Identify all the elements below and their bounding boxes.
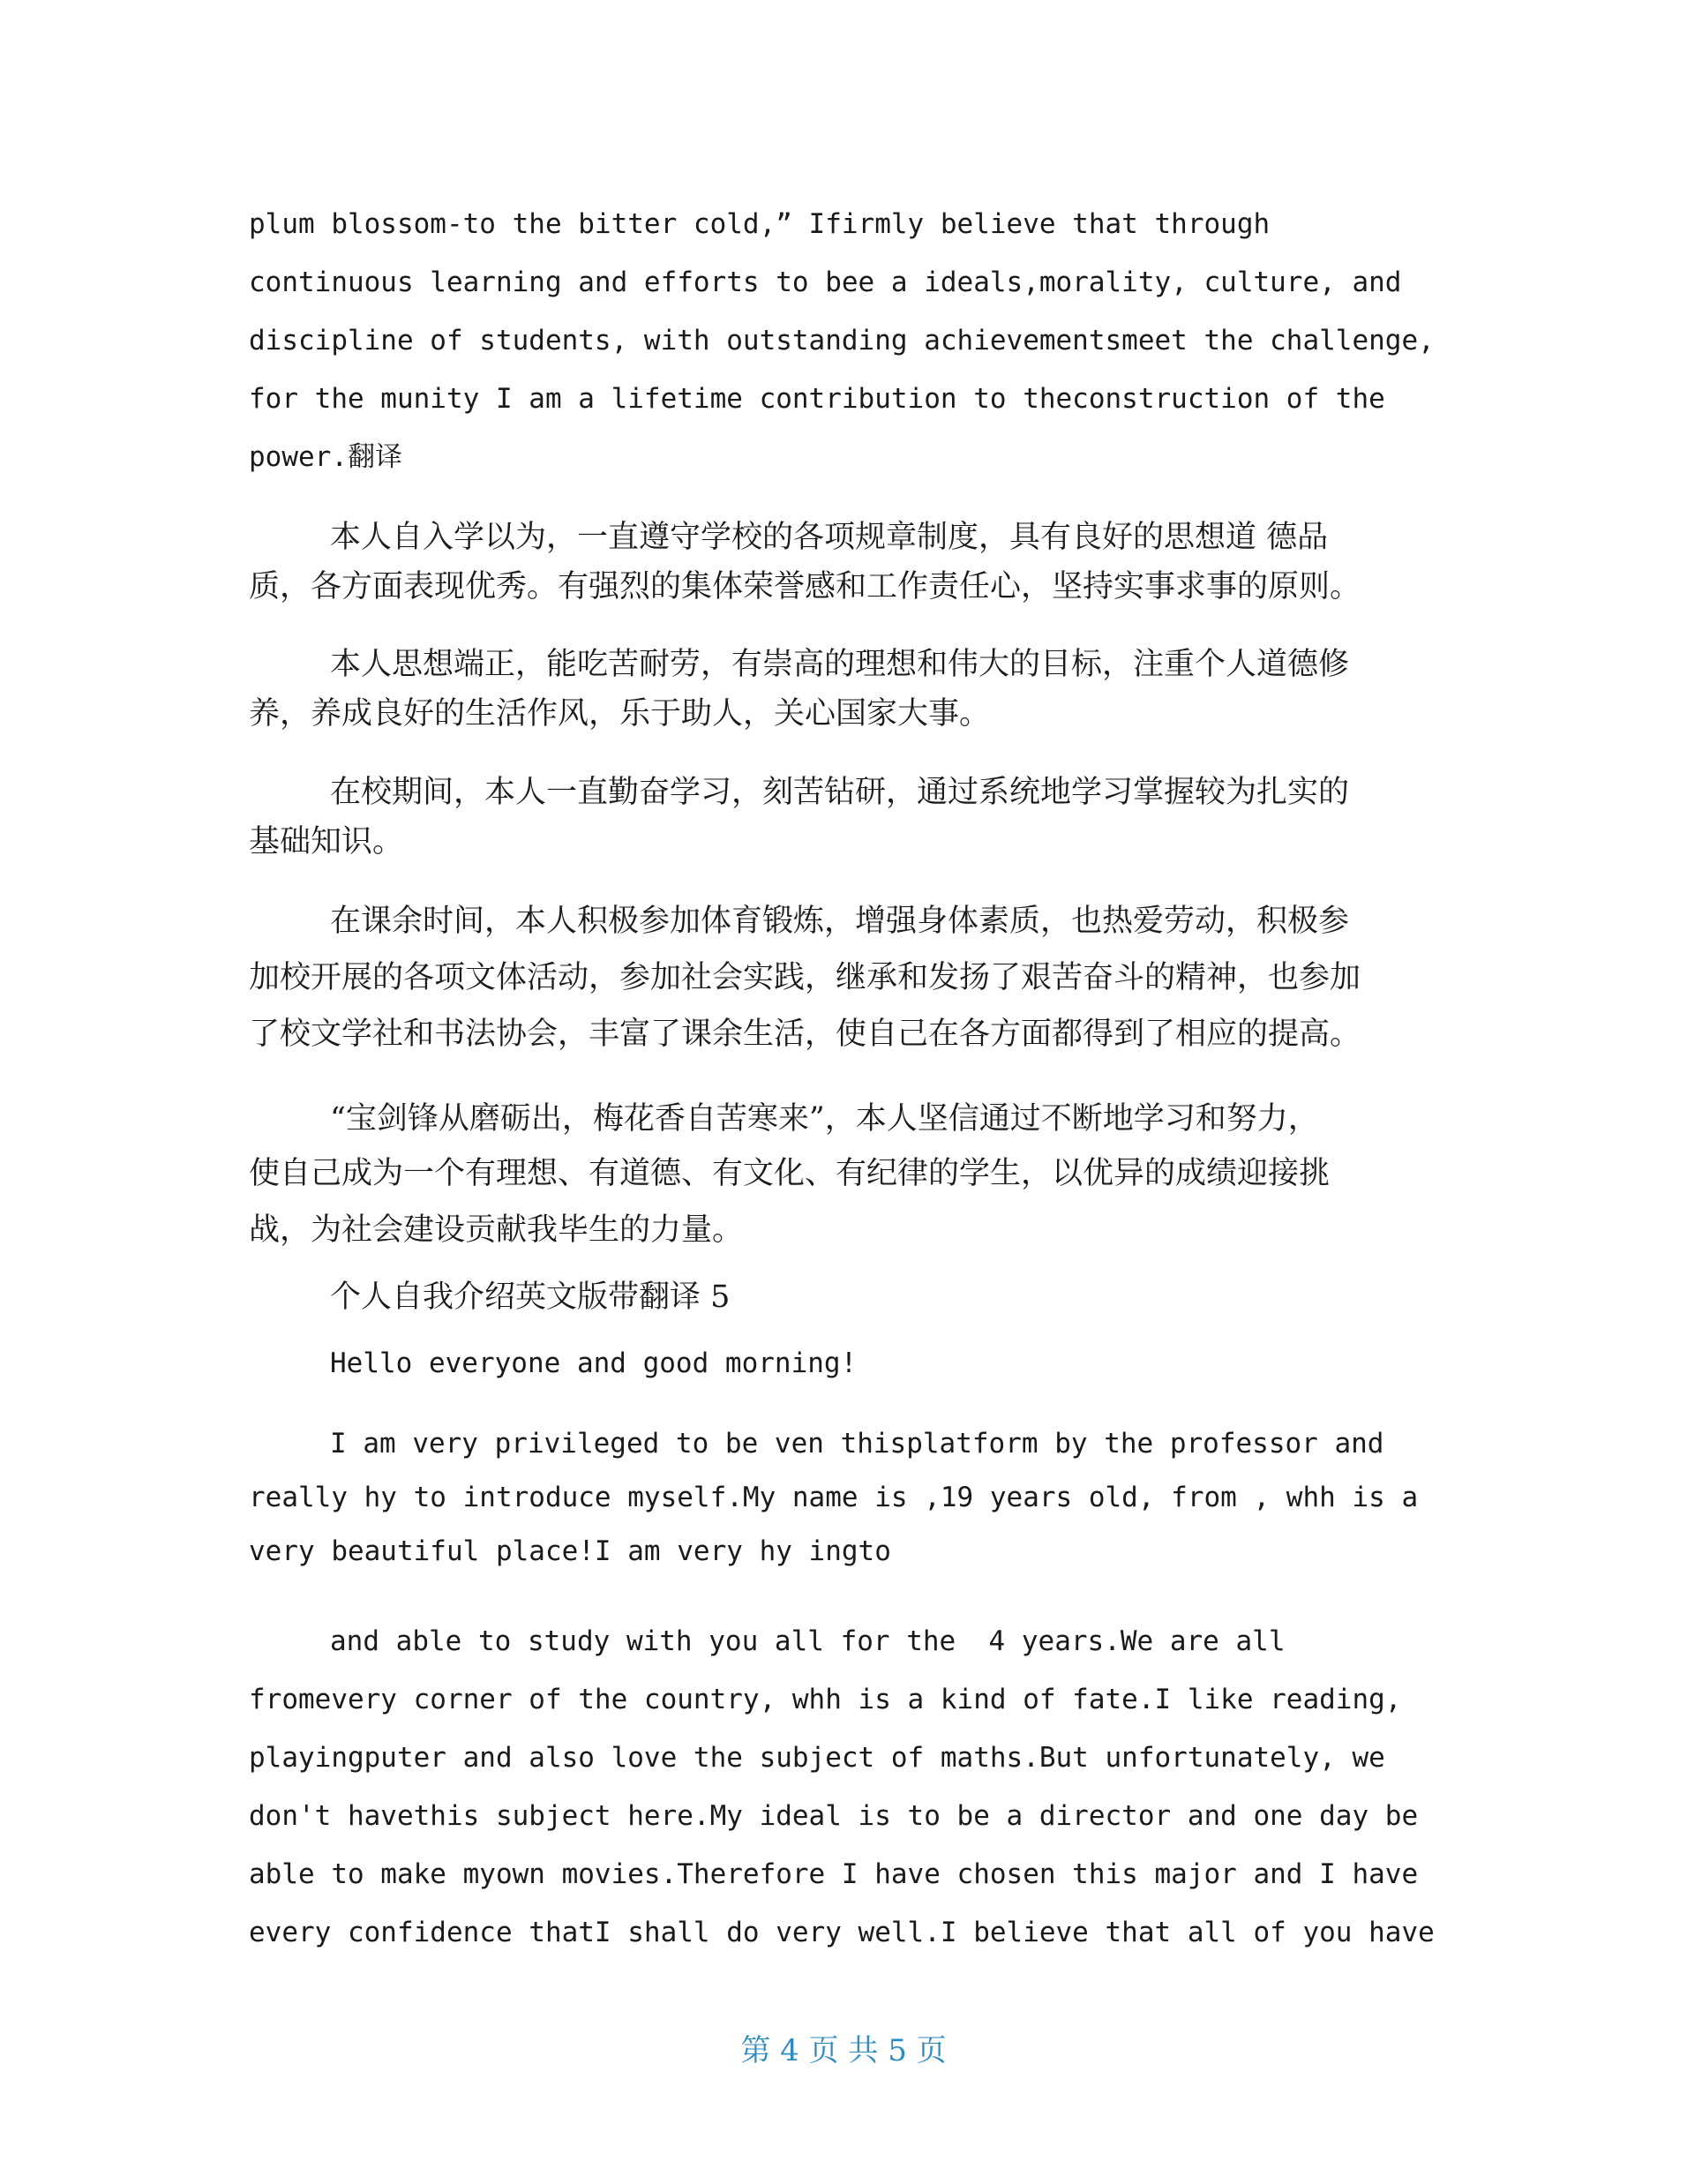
text-line: power.翻译 (249, 441, 402, 473)
paragraph-line: 基础知识。 (249, 824, 404, 859)
paragraph-line: 加校开展的各项文体活动，参加社会实践，继承和发扬了艰苦奋斗的精神，也参加 (249, 960, 1361, 995)
text-line: for the munity I am a lifetime contribution to theconstruction of the (249, 383, 1385, 415)
paragraph-line: 质，各方面表现优秀。有强烈的集体荣誉感和工作责任心，坚持实事求事的原则。 (249, 569, 1361, 604)
paragraph-line: 战，为社会建设贡献我毕生的力量。 (249, 1212, 744, 1248)
text-line: really hy to introduce myself.My name is ,19 years old, from , whh is a (249, 1482, 1419, 1513)
paragraph-line: 本人思想端正，能吃苦耐劳，有崇高的理想和伟大的目标，注重个人道德修 (330, 647, 1350, 682)
text-line: every confidence thatI shall do very well.I believe that all of you have (249, 1917, 1435, 1948)
text-line: playingputer and also love the subject of maths.But unfortunately, we (249, 1742, 1385, 1774)
text-line: discipline of students, with outstanding achievementsmeet the challenge, (249, 325, 1435, 356)
text-line: continuous learning and efforts to bee a ideals,morality, culture, and (249, 266, 1402, 298)
paragraph-line: 在校期间，本人一直勤奋学习，刻苦钻研，通过系统地学习掌握较为扎实的 (330, 775, 1350, 810)
paragraph-line: 在课余时间，本人积极参加体育锻炼，增强身体素质，也热爱劳动，积极参 (330, 904, 1350, 939)
paragraph-line: 使自己成为一个有理想、有道德、有文化、有纪律的学生，以优异的成绩迎接挑 (249, 1156, 1331, 1191)
section-heading: 个人自我介绍英文版带翻译 5 (330, 1280, 731, 1315)
paragraph-line: “宝剑锋从磨砺出，梅花香自苦寒来”，本人坚信通过不断地学习和努力， (330, 1101, 1319, 1137)
greeting-line: Hello everyone and good morning! (330, 1347, 858, 1379)
paragraph-line: 本人自入学以为，一直遵守学校的各项规章制度，具有良好的思想道 德品 (330, 520, 1329, 555)
text-line: able to make myown movies.Therefore I have chosen this major and I have (249, 1858, 1419, 1890)
text-line: plum blossom-to the bitter cold,” Ifirmly believe that through (249, 208, 1271, 240)
text-line: very beautiful place!I am very hy ingto (249, 1535, 891, 1567)
paragraph-line: 了校文学社和书法协会，丰富了课余生活，使自己在各方面都得到了相应的提高。 (249, 1017, 1361, 1052)
text-line: fromevery corner of the country, whh is a kind of fate.I like reading, (249, 1684, 1402, 1715)
text-line: I am very privileged to be ven thisplatform by the professor and (330, 1428, 1384, 1460)
paragraph-line: 养，养成良好的生活作风，乐于助人，关心国家大事。 (249, 696, 991, 732)
text-line: don't havethis subject here.My ideal is to be a director and one day be (249, 1800, 1419, 1832)
text-line: and able to study with you all for the 4 years.We are all (330, 1625, 1286, 1657)
page-footer: 第 4 页 共 5 页 (740, 2033, 947, 2068)
